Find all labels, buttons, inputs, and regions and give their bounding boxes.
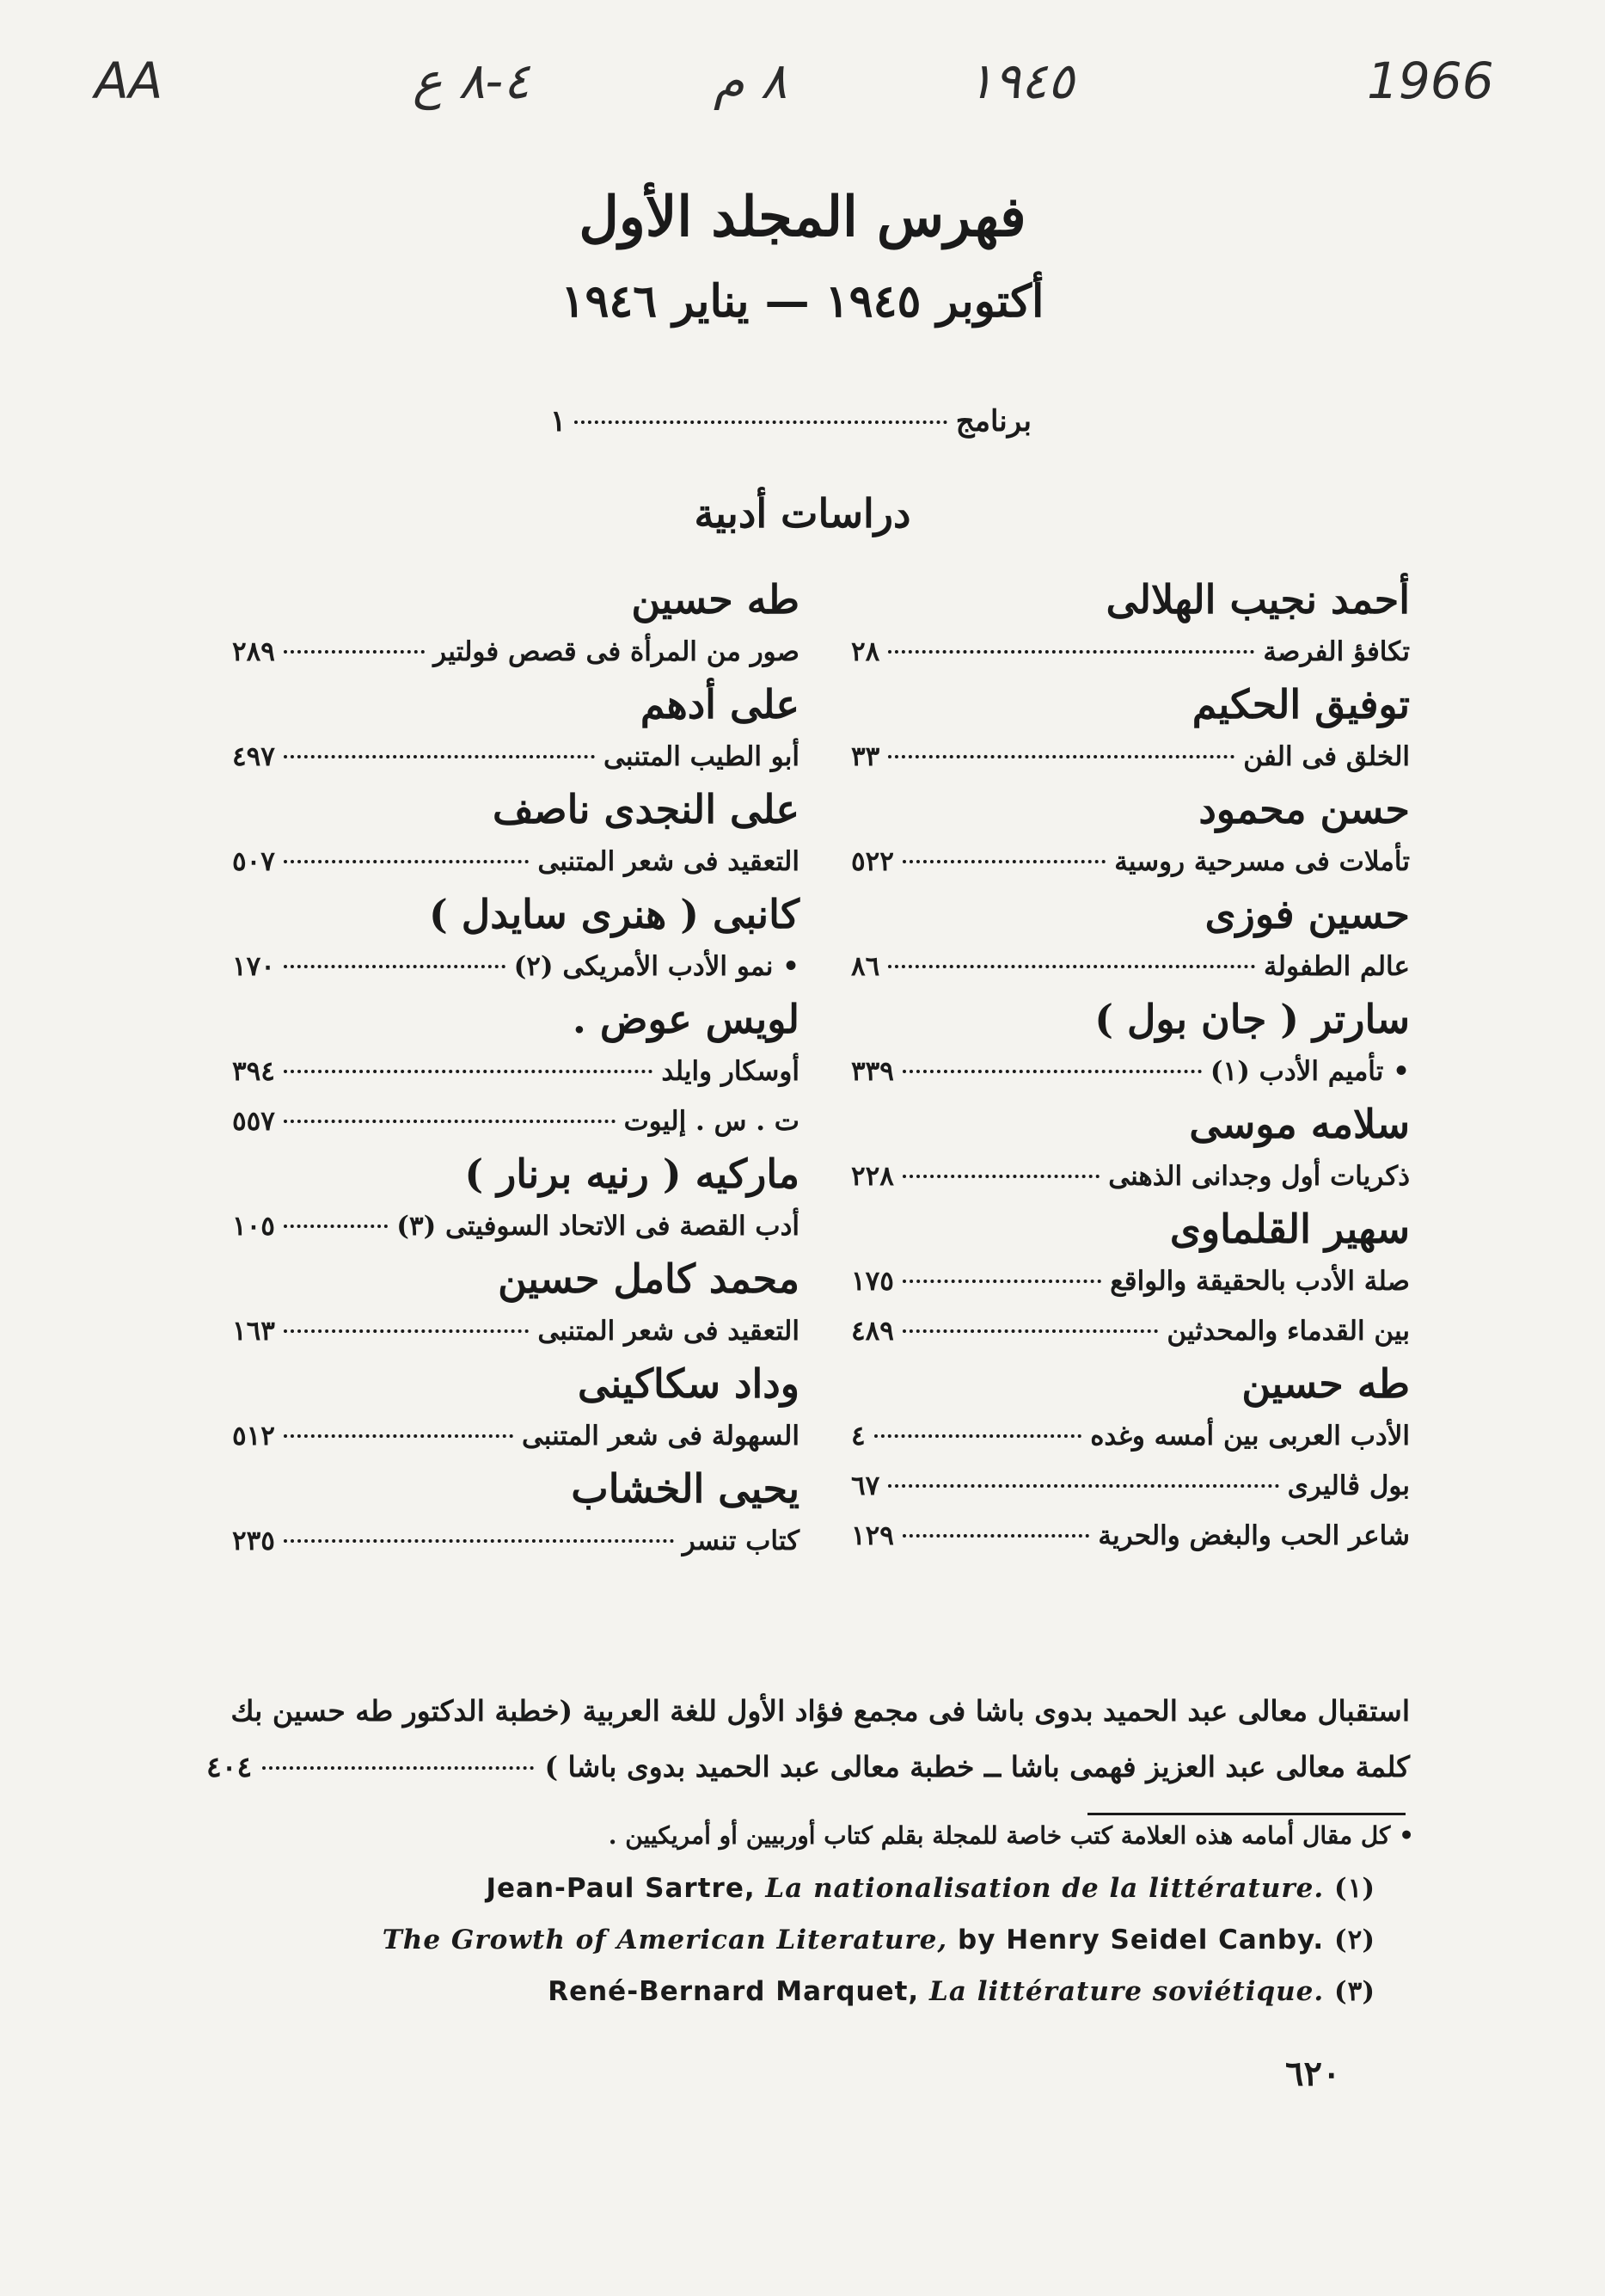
footnote-1-work: La nationalisation de la littérature. — [765, 1873, 1325, 1904]
dot-leader — [888, 1484, 1278, 1488]
dot-leader — [284, 1434, 513, 1438]
index-entry — [851, 837, 1410, 887]
dot-leader — [903, 1280, 1101, 1283]
entry-page: ٢٢٨ — [851, 1161, 894, 1192]
entry-page: ١٢٩ — [851, 1520, 894, 1551]
entry-title: السهولة فى شعر المتنبى — [521, 1421, 799, 1452]
closing-line-2-page: ٤٠٤ — [206, 1750, 253, 1783]
index-entry — [851, 1047, 1410, 1096]
index-entry — [232, 837, 799, 887]
dot-leader — [888, 965, 1255, 968]
index-entry — [232, 1096, 799, 1146]
entry-page: ٦٧ — [851, 1470, 880, 1501]
index-entry — [232, 1516, 799, 1566]
dot-leader — [888, 755, 1234, 758]
page-title: فهرس المجلد الأول — [579, 185, 1026, 249]
author-name: سلامه موسى — [1189, 1101, 1410, 1147]
program-entry — [550, 404, 1032, 439]
entry-page: ٣٩٤ — [232, 1056, 275, 1087]
entry-title: تأملات فى مسرحية روسية — [1114, 846, 1410, 877]
entry-page: ٤٩٧ — [232, 741, 275, 772]
index-entry — [851, 627, 1410, 677]
footnote-1-number: (١) — [1334, 1873, 1375, 1904]
closing-line-2-text: كلمة معالى عبد العزيز فهمى باشا ــ خطبة معالى عبد الحميد بدوى باشا ) — [544, 1750, 1410, 1783]
index-entry — [232, 732, 799, 782]
author-name: على أدهم — [640, 681, 799, 727]
handwritten-top-left: AA — [95, 52, 163, 110]
entry-page: ١٦٣ — [232, 1316, 275, 1347]
entry-title: الخلق فى الفن — [1243, 741, 1410, 772]
author-name: ماركيه ( رنيه برنار ) — [464, 1151, 799, 1197]
program-page: ١ — [550, 404, 567, 439]
author-name: طه حسين — [1241, 1360, 1410, 1407]
index-entry — [232, 1306, 799, 1356]
index-entry — [851, 1411, 1410, 1461]
entry-page: ٢٨ — [851, 636, 880, 667]
author-name: على النجدى ناصف — [492, 786, 799, 832]
entry-title: • تأميم الأدب (١) — [1210, 1056, 1410, 1087]
footnote-2-number: (٢) — [1334, 1925, 1375, 1955]
dot-leader — [284, 1329, 529, 1333]
handwritten-shelf-mark-2: ٨ م — [714, 52, 787, 110]
dot-leader — [262, 1766, 534, 1770]
right-column — [851, 572, 1410, 1561]
footnote-divider — [1087, 1813, 1406, 1815]
footnote-3-author: René-Bernard Marquet, — [548, 1976, 920, 2007]
index-entry — [851, 732, 1410, 782]
entry-title: كتاب تنسر — [682, 1526, 799, 1556]
handwritten-top-right: 1966 — [1367, 52, 1494, 110]
left-column — [232, 572, 799, 1566]
entry-page: ٥٠٧ — [232, 846, 275, 877]
author-name: كانبى ( هنرى سايدل ) — [429, 891, 799, 937]
footnote-3 — [258, 1976, 1375, 2007]
index-entry — [851, 942, 1410, 991]
author-name: حسن محمود — [1198, 786, 1410, 832]
entry-title: ذكريات أول وجدانى الذهنى — [1108, 1161, 1410, 1192]
footnote-2-author: by Henry Seidel Canby. — [958, 1925, 1325, 1955]
entry-title: ت . س . إليوت — [623, 1106, 799, 1137]
index-entry — [851, 1306, 1410, 1356]
dot-leader — [903, 1329, 1158, 1333]
entry-page: ٤٨٩ — [851, 1316, 894, 1347]
entry-title: • نمو الأدب الأمريكى (٢) — [513, 951, 799, 982]
footnote-3-number: (٣) — [1334, 1976, 1375, 2007]
dot-leader — [903, 1175, 1100, 1178]
author-name: يحيى الخشاب — [571, 1465, 799, 1512]
entry-title: شاعر الحب والبغض والحرية — [1098, 1520, 1410, 1551]
footnote-marker-note: • كل مقال أمامه هذه العلامة كتب خاصة للمجلة بقلم كتاب أوربيين أو أمريكيين . — [608, 1821, 1414, 1850]
dot-leader — [284, 860, 529, 863]
footnote-2-work: The Growth of American Literature, — [382, 1925, 948, 1955]
dot-leader — [574, 421, 947, 424]
entry-page: ١٠٥ — [232, 1211, 275, 1242]
entry-title: صور من المرأة فى قصص فولتير — [433, 636, 799, 667]
entry-title: صلة الأدب بالحقيقة والواقع — [1110, 1266, 1410, 1297]
author-name: لويس عوض . — [572, 996, 799, 1042]
author-name: توفيق الحكيم — [1191, 681, 1410, 727]
entry-page: ٥١٢ — [232, 1421, 275, 1452]
entry-title: التعقيد فى شعر المتنبى — [537, 846, 799, 877]
entry-title: أوسكار وايلد — [661, 1056, 799, 1087]
dot-leader — [284, 1120, 616, 1123]
entry-page: ١٧٥ — [851, 1266, 894, 1297]
author-name: محمد كامل حسين — [498, 1255, 799, 1302]
entry-title: عالم الطفولة — [1263, 951, 1410, 982]
page-number: ٦٢٠ — [1285, 2054, 1341, 2094]
entry-page: ٣٣٩ — [851, 1056, 894, 1087]
footnote-1 — [258, 1873, 1375, 1904]
dot-leader — [284, 755, 595, 758]
closing-line-2 — [206, 1750, 1410, 1783]
dot-leader — [874, 1434, 1082, 1438]
index-entry — [232, 942, 799, 991]
author-name: حسين فوزى — [1204, 891, 1410, 937]
entry-page: ٨٦ — [851, 951, 880, 982]
program-label: برنامج — [955, 404, 1032, 439]
index-entry — [232, 1047, 799, 1096]
entry-page: ٥٥٧ — [232, 1106, 275, 1137]
handwritten-shelf-mark-3: ١٩٤٥ — [967, 52, 1075, 110]
author-name: طه حسين — [631, 576, 799, 623]
dot-leader — [903, 860, 1106, 863]
index-entry — [851, 1151, 1410, 1201]
index-entry — [851, 1256, 1410, 1306]
footnote-1-author: Jean-Paul Sartre, — [486, 1873, 756, 1904]
dot-leader — [903, 1534, 1089, 1538]
entry-title: بول ڤاليرى — [1287, 1470, 1410, 1501]
entry-title: أبو الطيب المتنبى — [603, 741, 799, 772]
dot-leader — [284, 1539, 674, 1543]
section-title: دراسات أدبية — [694, 490, 911, 537]
footnote-3-work: La littérature soviétique. — [929, 1976, 1325, 2007]
entry-title: التعقيد فى شعر المتنبى — [537, 1316, 799, 1347]
entry-page: ٢٣٥ — [232, 1526, 275, 1556]
entry-page: ٥٢٢ — [851, 846, 894, 877]
dot-leader — [284, 1225, 388, 1228]
author-name: سهير القلماوى — [1169, 1206, 1410, 1252]
author-name: سارتر ( جان بول ) — [1094, 996, 1410, 1042]
entry-page: ٤ — [851, 1421, 866, 1452]
footnote-2 — [258, 1925, 1375, 1955]
entry-page: ٣٣ — [851, 741, 880, 772]
author-name: وداد سكاكينى — [578, 1360, 799, 1407]
entry-page: ١٧٠ — [232, 951, 275, 982]
entry-title: بين القدماء والمحدثين — [1167, 1316, 1410, 1347]
index-entry — [232, 1201, 799, 1251]
index-entry — [232, 627, 799, 677]
author-name: أحمد نجيب الهلالى — [1106, 576, 1410, 623]
dot-leader — [888, 650, 1254, 654]
index-entry — [851, 1511, 1410, 1561]
entry-page: ٢٨٩ — [232, 636, 275, 667]
dot-leader — [284, 1070, 652, 1073]
entry-title: أدب القصة فى الاتحاد السوفيتى (٣) — [396, 1211, 799, 1242]
entry-title: تكافؤ الفرصة — [1263, 636, 1410, 667]
closing-line-1: استقبال معالى عبد الحميد بدوى باشا فى مجمع فؤاد الأول للغة العربية (خطبة الدكتور طه حسين بك — [230, 1694, 1410, 1728]
dot-leader — [903, 1070, 1202, 1073]
index-entry — [851, 1461, 1410, 1511]
handwritten-shelf-mark-1: ٤-٨ ع — [413, 52, 530, 110]
entry-title: الأدب العربى بين أمسه وغده — [1090, 1421, 1410, 1452]
page-subtitle: أكتوبر ١٩٤٥ — يناير ١٩٤٦ — [561, 275, 1044, 328]
dot-leader — [284, 650, 425, 654]
index-entry — [232, 1411, 799, 1461]
dot-leader — [284, 965, 505, 968]
